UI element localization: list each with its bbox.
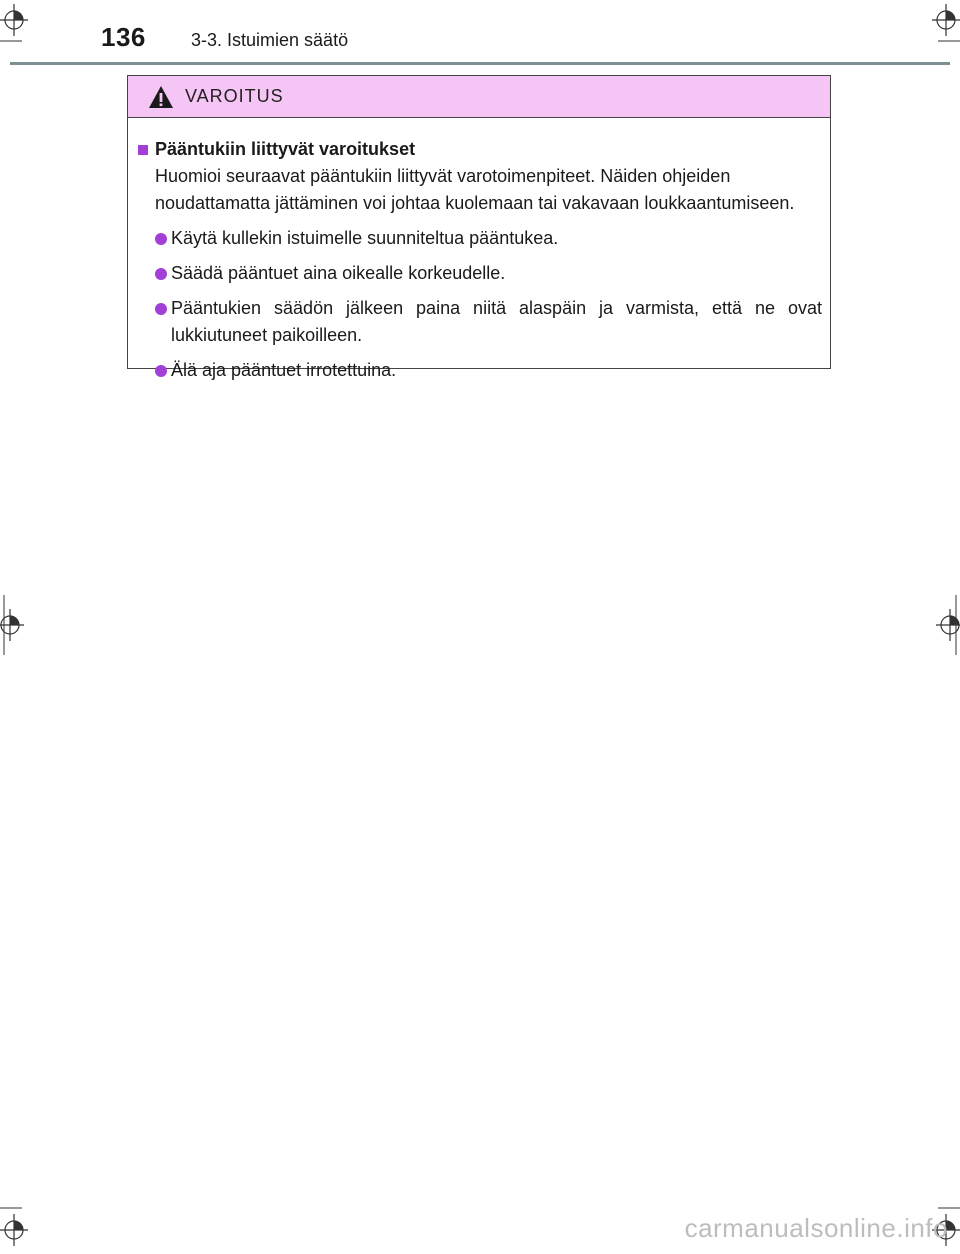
- page-number: 136: [101, 22, 146, 52]
- registration-mark-icon: [0, 595, 40, 655]
- warning-title: VAROITUS: [185, 86, 284, 106]
- warning-list: [136, 225, 822, 384]
- registration-mark-icon: [0, 0, 40, 45]
- warning-subheading: [136, 136, 822, 163]
- round-bullet-icon: [155, 233, 167, 245]
- list-item-text: Säädä pääntuet aina oikealle korkeudelle.: [171, 263, 506, 283]
- watermark: carmanualsonline.info: [684, 1213, 948, 1243]
- registration-mark-icon: [0, 1200, 40, 1254]
- square-bullet-icon: [138, 145, 148, 155]
- round-bullet-icon: [155, 268, 167, 280]
- list-item: [155, 225, 822, 252]
- list-item: [155, 357, 822, 384]
- registration-mark-icon: [920, 0, 960, 45]
- header-divider: [10, 62, 950, 65]
- list-item-text: Käytä kullekin istuimelle suunniteltua pääntukea.: [171, 228, 559, 248]
- warning-content: [128, 118, 830, 384]
- list-item-text: Pääntukien säädön jälkeen paina niitä alaspäin ja varmista, että ne ovat lukkiutuneet paikoilleen.: [171, 298, 822, 345]
- round-bullet-icon: [155, 303, 167, 315]
- warning-triangle-icon: [148, 85, 174, 109]
- warning-header: [128, 76, 830, 118]
- round-bullet-icon: [155, 365, 167, 377]
- warning-subheading-text: Pääntukiin liittyvät varoitukset: [155, 139, 416, 159]
- list-item-text: Älä aja pääntuet irrotettuina.: [171, 360, 397, 380]
- section-title: 3-3. Istuimien säätö: [191, 30, 349, 50]
- list-item: [155, 260, 822, 287]
- warning-box: [127, 75, 831, 380]
- warning-intro: Huomioi seuraavat pääntukiin liittyvät varotoimenpiteet. Näiden ohjeiden noudattamatta jättäminen voi johtaa kuolemaan tai vakavaan loukkaantumiseen.: [155, 166, 795, 213]
- list-item: [155, 295, 822, 349]
- registration-mark-icon: [920, 595, 960, 655]
